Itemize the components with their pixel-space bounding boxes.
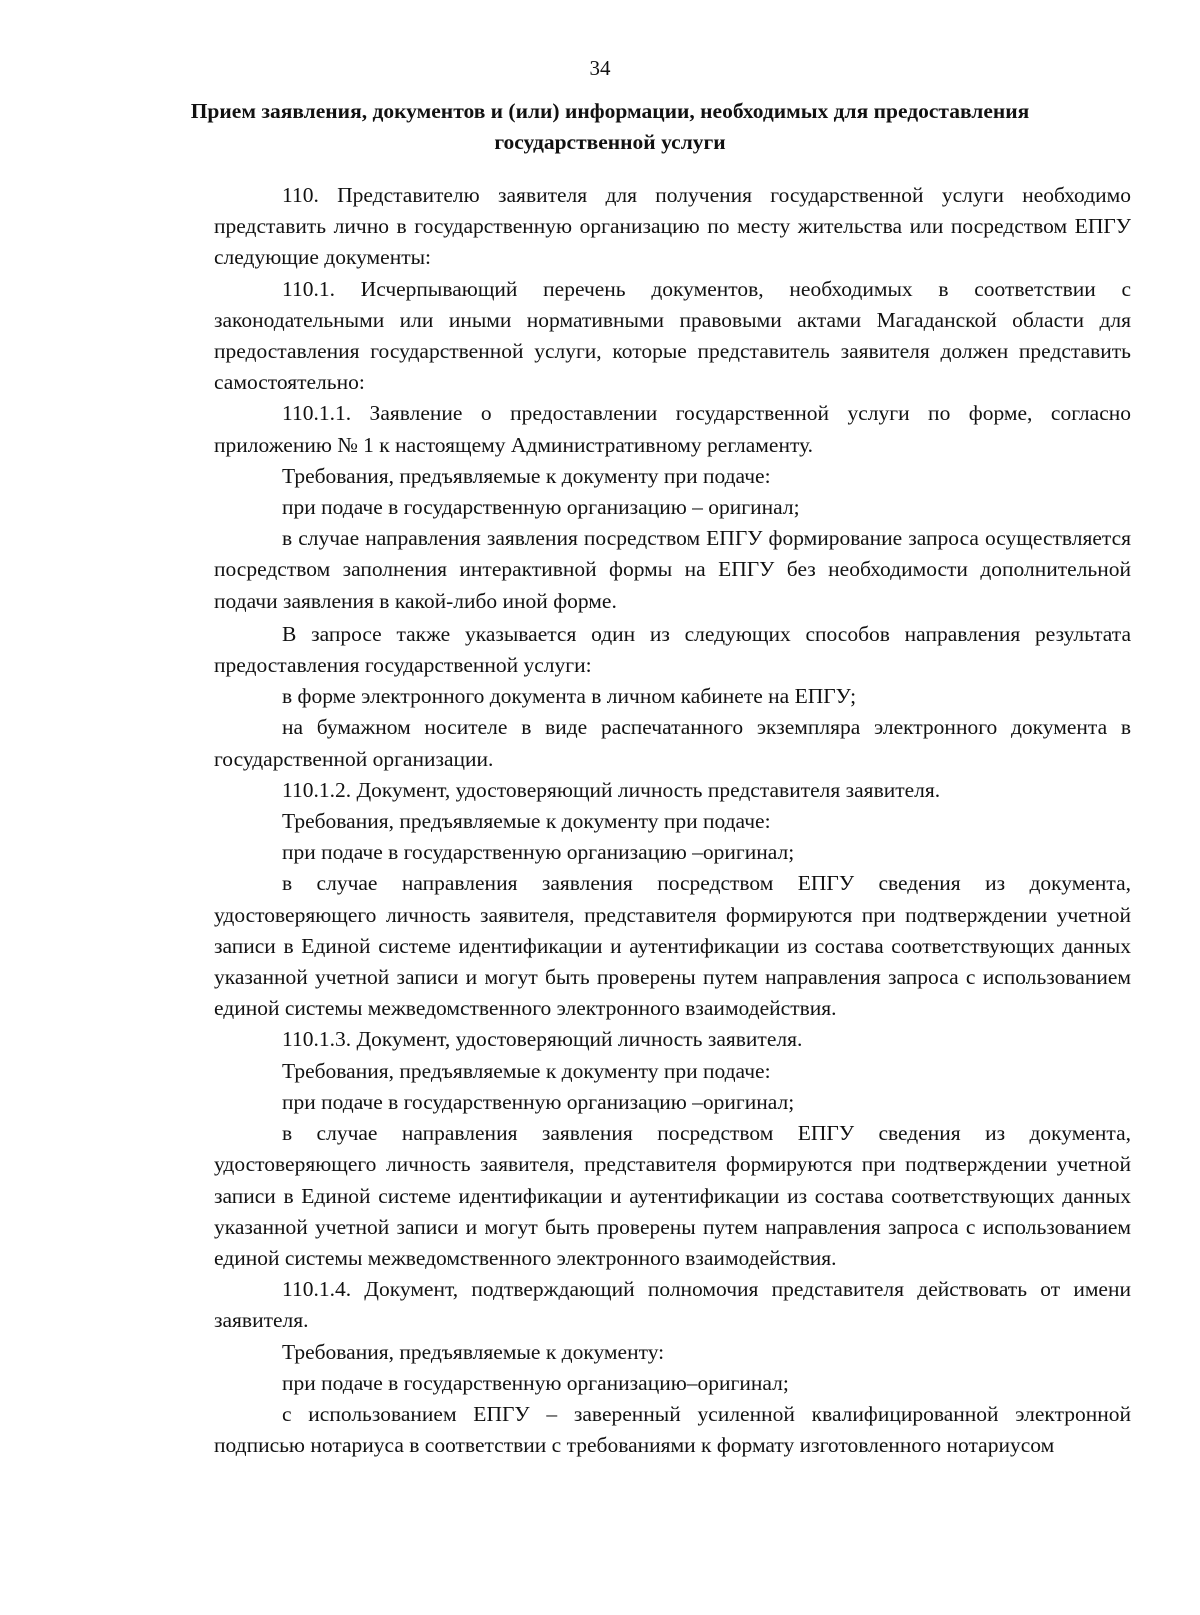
paragraph: при подаче в государственную организацию –оригинал; (282, 840, 795, 865)
paragraph: при подаче в государственную организацию–оригинал; (282, 1370, 789, 1395)
paragraph: на бумажном носителе в виде распечатанного экземпляра электронного документа в государственной организации. (214, 715, 1131, 771)
paragraph: Требования, предъявляемые к документу при подаче: (282, 1058, 771, 1083)
paragraph-110-1-3: 110.1.3. Документ, удостоверяющий личность заявителя. (282, 1027, 803, 1052)
paragraph-110-1: 110.1. Исчерпывающий перечень документов, необходимых в соответствии с законодательными или иными нормативными правовыми актами Магаданской области для предоставления государственной услуги, которые представитель заявителя должен представить самостоятельно: (214, 276, 1131, 395)
paragraph-110-1-1: 110.1.1. Заявление о предоставлении государственной услуги по форме, согласно приложению № 1 к настоящему Административному регламенту. (214, 401, 1131, 457)
paragraph: при подаче в государственную организацию – оригинал; (282, 495, 800, 520)
paragraph: в случае направления заявления посредством ЕПГУ формирование запроса осуществляется посредством заполнения интерактивной формы на ЕПГУ без необходимости дополнительной подачи заявления в какой-либо иной форме. (214, 526, 1131, 613)
paragraph-110-1-4: 110.1.4. Документ, подтверждающий полномочия представителя действовать от имени заявителя. (214, 1277, 1131, 1333)
paragraph: в форме электронного документа в личном кабинете на ЕПГУ; (282, 684, 857, 709)
paragraph: при подаче в государственную организацию –оригинал; (282, 1089, 795, 1114)
paragraph: Требования, предъявляемые к документу: (282, 1339, 665, 1364)
page-number: 34 (589, 56, 611, 80)
paragraph-110-1-2: 110.1.2. Документ, удостоверяющий личность представителя заявителя. (282, 777, 941, 802)
paragraph: в случае направления заявления посредством ЕПГУ сведения из документа, удостоверяющего личность заявителя, представителя формируются при подтверждении учетной записи в Единой системе идентификации и аутентификации из состава соответствующих данных указанной учетной записи и могут быть проверены путем направления запроса с использованием единой системы межведомственного электронного взаимодействия. (214, 1121, 1131, 1270)
paragraph: в случае направления заявления посредством ЕПГУ сведения из документа, удостоверяющего личность заявителя, представителя формируются при подтверждении учетной записи в Единой системе идентификации и аутентификации из состава соответствующих данных указанной учетной записи и могут быть проверены путем направления запроса с использованием единой системы межведомственного электронного взаимодействия. (214, 871, 1131, 1021)
document-body (214, 180, 1131, 1461)
paragraph: Требования, предъявляемые к документу при подаче: (282, 463, 771, 488)
section-heading: Прием заявления, документов и (или) информации, необходимых для предоставления государственной услуги (190, 99, 1030, 154)
paragraph-110: 110. Представителю заявителя для получения государственной услуги необходимо представить лично в государственную организацию по месту жительства или посредством ЕПГУ следующие документы: (214, 183, 1131, 270)
paragraph: Требования, предъявляемые к документу при подаче: (282, 809, 771, 834)
paragraph: В запросе также указывается один из следующих способов направления результата предоставления государственной услуги: (214, 621, 1131, 678)
paragraph: с использованием ЕПГУ – заверенный усиленной квалифицированной электронной подписью нотариуса в соответствии с требованиями к формату изготовленного нотариусом (214, 1401, 1131, 1458)
